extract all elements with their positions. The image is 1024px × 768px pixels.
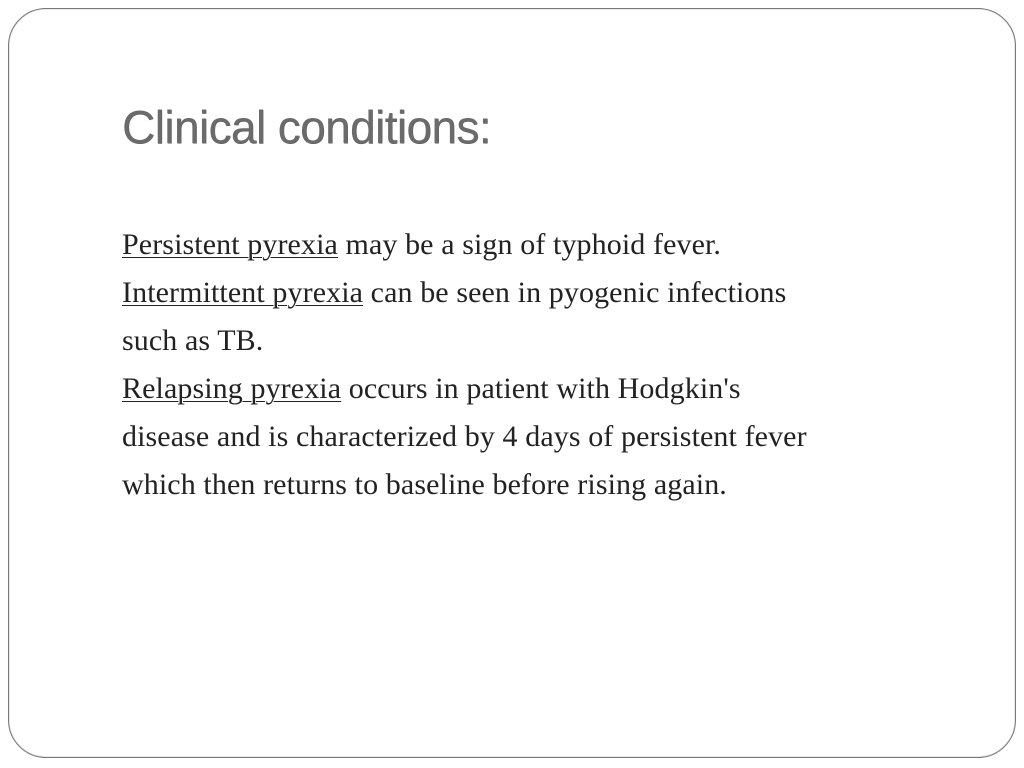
body-line xyxy=(122,365,942,413)
body-line xyxy=(122,413,942,461)
term-intermittent-pyrexia: Intermittent pyrexia xyxy=(122,276,364,309)
body-line xyxy=(122,317,942,365)
body-text: may be a sign of typhoid fever. xyxy=(337,228,722,261)
slide-title: Clinical conditions: xyxy=(122,101,491,153)
body-line xyxy=(122,269,942,317)
body-text: disease and is characterized by 4 days of persistent fever xyxy=(122,420,807,453)
slide-frame xyxy=(8,8,1016,758)
body-line xyxy=(122,221,942,269)
body-text: which then returns to baseline before rising again. xyxy=(122,468,727,501)
body-line xyxy=(122,461,942,509)
body-text: can be seen in pyogenic infections xyxy=(363,276,787,309)
body-text: such as TB. xyxy=(122,324,264,357)
term-persistent-pyrexia: Persistent pyrexia xyxy=(122,228,338,261)
body-text: occurs in patient with Hodgkin's xyxy=(341,372,741,405)
term-relapsing-pyrexia: Relapsing pyrexia xyxy=(122,372,342,405)
slide-body xyxy=(122,221,942,509)
